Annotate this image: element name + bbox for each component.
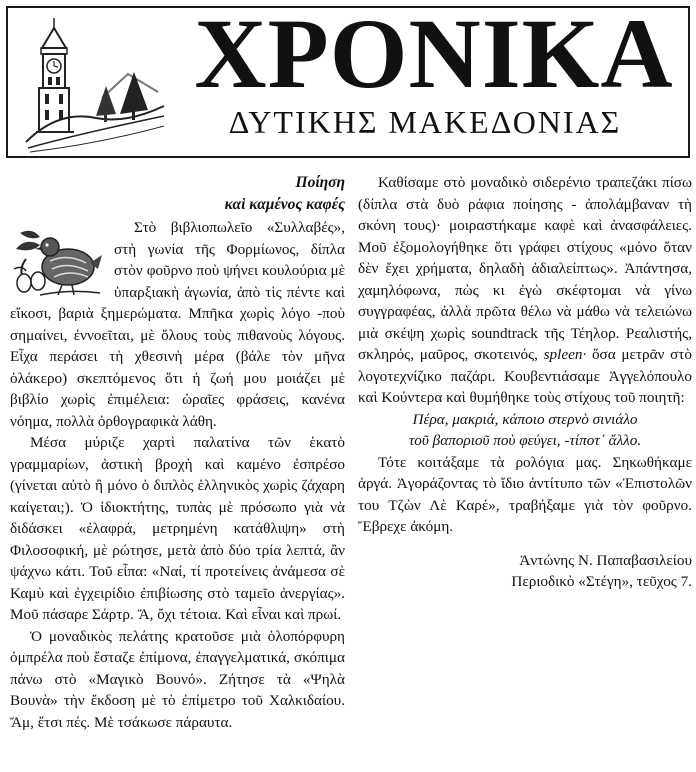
poem-quote [358,409,692,452]
article-heading-line2: καὶ καμένος καφές [224,195,345,213]
clock-tower-mountain-logo [18,14,168,154]
author-name: Ἀντώνης Ν. Παπαβασιλείου [519,551,692,569]
article-paragraph-3: Ὁ μοναδικὸς πελάτης κρατοῦσε μιὰ ὁλοπόρφυρη ὀμπρέλα ποὺ ἔσταζε ἐπίμονα, ἐπαγγελματικά, σκόπιμα πάνω στὸ «Μαγικὸ Βουνό». Ζήτησε τὰ «Ψηλὰ Βουνὰ» τὴν ἔκδοση μὲ τὸ ἐπίμετρο τοῦ Χαλκιδαίου. Ἄμ, ἔτσι πές. Μὲ τσάκωσε πάραυτα. [10,627,345,731]
newspaper-title: ΧΡΟΝΙΚΑ [194,0,674,109]
newspaper-subtitle: ΔΥΤΙΚΗΣ ΜΑΚΕΔΟΝΙΑΣ [228,104,622,140]
poem-line-2: τοῦ βαποριοῦ ποὺ φεύγει, -τίποτ᾽ ἄλλο. [408,432,642,449]
author-signature [358,550,692,593]
article-paragraph-4 [358,172,692,409]
paragraph-4-text-a: Καθίσαμε στὸ μοναδικὸ σιδερένιο τραπεζάκι πίσω (δίπλα στὰ δυὸ ράφια ποίησης - ἀπολάμβαναν τὴ σκόνη τους)· μοιραστήκαμε καφὲ καὶ ἀνασφάλειες. Μοῦ ἐξομολογήθηκε ὅτι γράφει στίχους «μόνο ὅταν δὲν ἔχει χρήματα, δηλαδὴ ἀδιαλείπτως». Ἀπάντησα, χαμηλόφωνα, πὼς κι ἐγὼ σκέφτομαι νὰ γίνω συγγραφέας, ἀλλὰ πρῶτα θέλω νὰ μάθω νὰ τελειώνω μιὰ σκέψη χωρὶς soundtrack τῆς Τέηλορ. Ρεαλιστής, σκληρός, μαῦρος, σκοτεινός, [358,174,692,363]
masthead [6,0,690,158]
article-paragraph-1: Στὸ βιβλιοπωλεῖο «Συλλαβές», στὴ γωνία τῆς Φορμίωνος, δίπλα στὸν φοῦρνο ποὺ ψήνει κουλούρια μὲ ὑπαρξιακὴ ἀγωνία, ἀπὸ τὶς πέντε καὶ εἴκοσι, βαριὰ ξημερώματα. Μπῆκα χωρὶς λόγο -ποὺ σημαίνει, ἐννοεῖται, μὲ ὅλους τοὺς πιθανοὺς λόγους. Εἶχα περάσει τὴ χθεσινὴ μέρα (βάλε τὸν μῆνα ὁλάκερο) σκεπτόμενος ὅτι ἡ ζωή μου μοιάζει μὲ βιβλίο χωρὶς ἐπιμέλεια: ὡραῖες φράσεις, κανένα νόημα, πολλὰ ὀρθογραφικὰ λάθη. [10,219,345,430]
paragraph-4-text-b: ὅσα μετρᾶν στὸ λογοτεχνίζικο παζάρι. Κουβεντιάσαμε Ἀγγελόπουλο καὶ Κούντερα καὶ θυμήθηκε τοὺς στίχους τοῦ ποιητῆ: [358,346,692,406]
article-source: Περιοδικὸ «Στέγη», τεῦχος 7. [511,573,692,590]
paragraph-4-italic: spleen· [543,346,587,363]
article-paragraph-5: Τότε κοιτάξαμε τὰ ρολόγια μας. Σηκωθήκαμε ἀργά. Ἀγοράζοντας τὸ ἴδιο ἀντίτυπο τῶν «Ἐπιστολῶν του Τζὼν Λὲ Καρέ», τραβήξαμε γιὰ τὸν φοῦρνο. Ἔβρεχε ἀκόμη. [358,453,692,535]
partridge-icon [10,219,106,297]
article-paragraph-2: Μέσα μύριζε χαρτὶ παλατίνα τῶν ἑκατὸ γραμμαρίων, ἀστικὴ βροχὴ καὶ καμένο ἐσπρέσο (γίνεται αὐτὸ ἢ μόνο ὁ διπλὸς ἑλληνικὸς χωρὶς ζάχαρη καίγεται;). Ὁ ἰδιοκτήτης, τυπὰς μὲ πρόσωπο γιὰ νὰ διδάσκει «ἐλαφρά, μετρημένη κατάθλιψη» στὴ Φιλοσοφική, μὲ ρώτησε, μετὰ ἀπὸ δύο τρία λεπτά, ἂν ψάχνω κάτι. Τοῦ εἶπα: «Ναί, τί προτείνεις ἀνάμεσα σὲ Καμὺ καὶ ἐγχειρίδιο ἐπιβίωσης στὸ ταμεῖο ἀνεργίας». Μοῦ πάσαρε Σάρτρ. Ἄ, ὄχι τέτοια. Καὶ εἶναι καὶ πρωί. [10,434,345,623]
poem-line-1: Πέρα, μακριά, κάποιο στερνὸ σινιάλο [412,410,638,428]
article-column-right [358,172,692,593]
article-heading-line1: Ποίηση [295,174,345,191]
article-column-left [10,172,345,733]
